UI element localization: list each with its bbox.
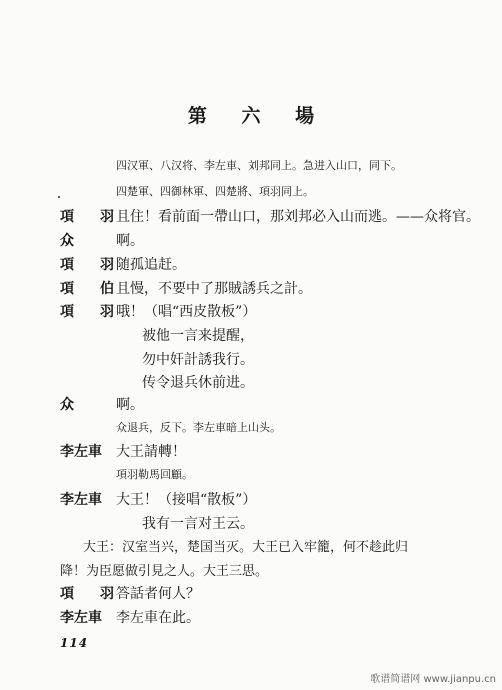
dialogue-line: 啊。 <box>116 397 144 413</box>
dialogue-line: 答話者何人？ <box>116 586 200 602</box>
speaker-name: 李左車 <box>60 492 102 508</box>
prose-line: 降！为臣愿做引見之人。大王三思。 <box>60 564 269 579</box>
dialogue-line: 大王！（接唱“散板”） <box>116 492 257 508</box>
scan-speck <box>58 196 60 198</box>
verse-line: 被他一言来提醒， <box>142 328 254 344</box>
speaker-name: 众 <box>60 397 80 413</box>
verse-line: 我有一言对王云。 <box>142 516 254 532</box>
stage-direction: 四汉軍、八汉将、李左車、刘邦同上。急进入山口，同下。 <box>116 159 402 172</box>
dialogue-line: 且慢，不要中了那賊誘兵之計。 <box>116 281 312 297</box>
dialogue-line: 啊。 <box>116 233 144 249</box>
dialogue-line: 李左車在此。 <box>116 610 200 626</box>
dialogue-line: 大王請轉！ <box>116 444 186 460</box>
speaker-name: 項 羽 <box>60 209 120 225</box>
prose-line: 大王：汉室当兴，楚国当灭。大王已入牢籠，何不趁此归 <box>83 540 409 555</box>
verse-line: 传令退兵休前进。 <box>142 375 254 391</box>
speaker-name: 項 伯 <box>60 281 120 297</box>
scene-title: 第 六 場 <box>187 105 329 127</box>
speaker-name: 項 羽 <box>60 586 120 602</box>
page-number: 114 <box>60 636 89 650</box>
speaker-name: 李左車 <box>60 444 102 460</box>
speaker-name: 項 羽 <box>60 304 120 320</box>
stage-direction: 項羽勒馬回顧。 <box>116 468 193 481</box>
speaker-name: 众 <box>60 233 80 249</box>
speaker-name: 項 羽 <box>60 257 120 273</box>
stage-direction: 众退兵，反下。李左車暗上山头。 <box>116 421 281 434</box>
verse-line: 勿中奸計誘我行。 <box>142 352 254 368</box>
dialogue-line: 且住！看前面一帶山口，那刘邦必入山而逃。——众将官。 <box>116 209 480 225</box>
dialogue-line: 哦！（唱“西皮散板”） <box>116 304 257 320</box>
dialogue-line: 随孤追赶。 <box>116 257 186 273</box>
speaker-name: 李左車 <box>60 610 102 626</box>
watermark: 歌谱简谱网 www.jianpu.cn <box>370 674 496 685</box>
stage-direction: 四楚軍、四御林軍、四楚將、項羽同上。 <box>116 185 314 198</box>
